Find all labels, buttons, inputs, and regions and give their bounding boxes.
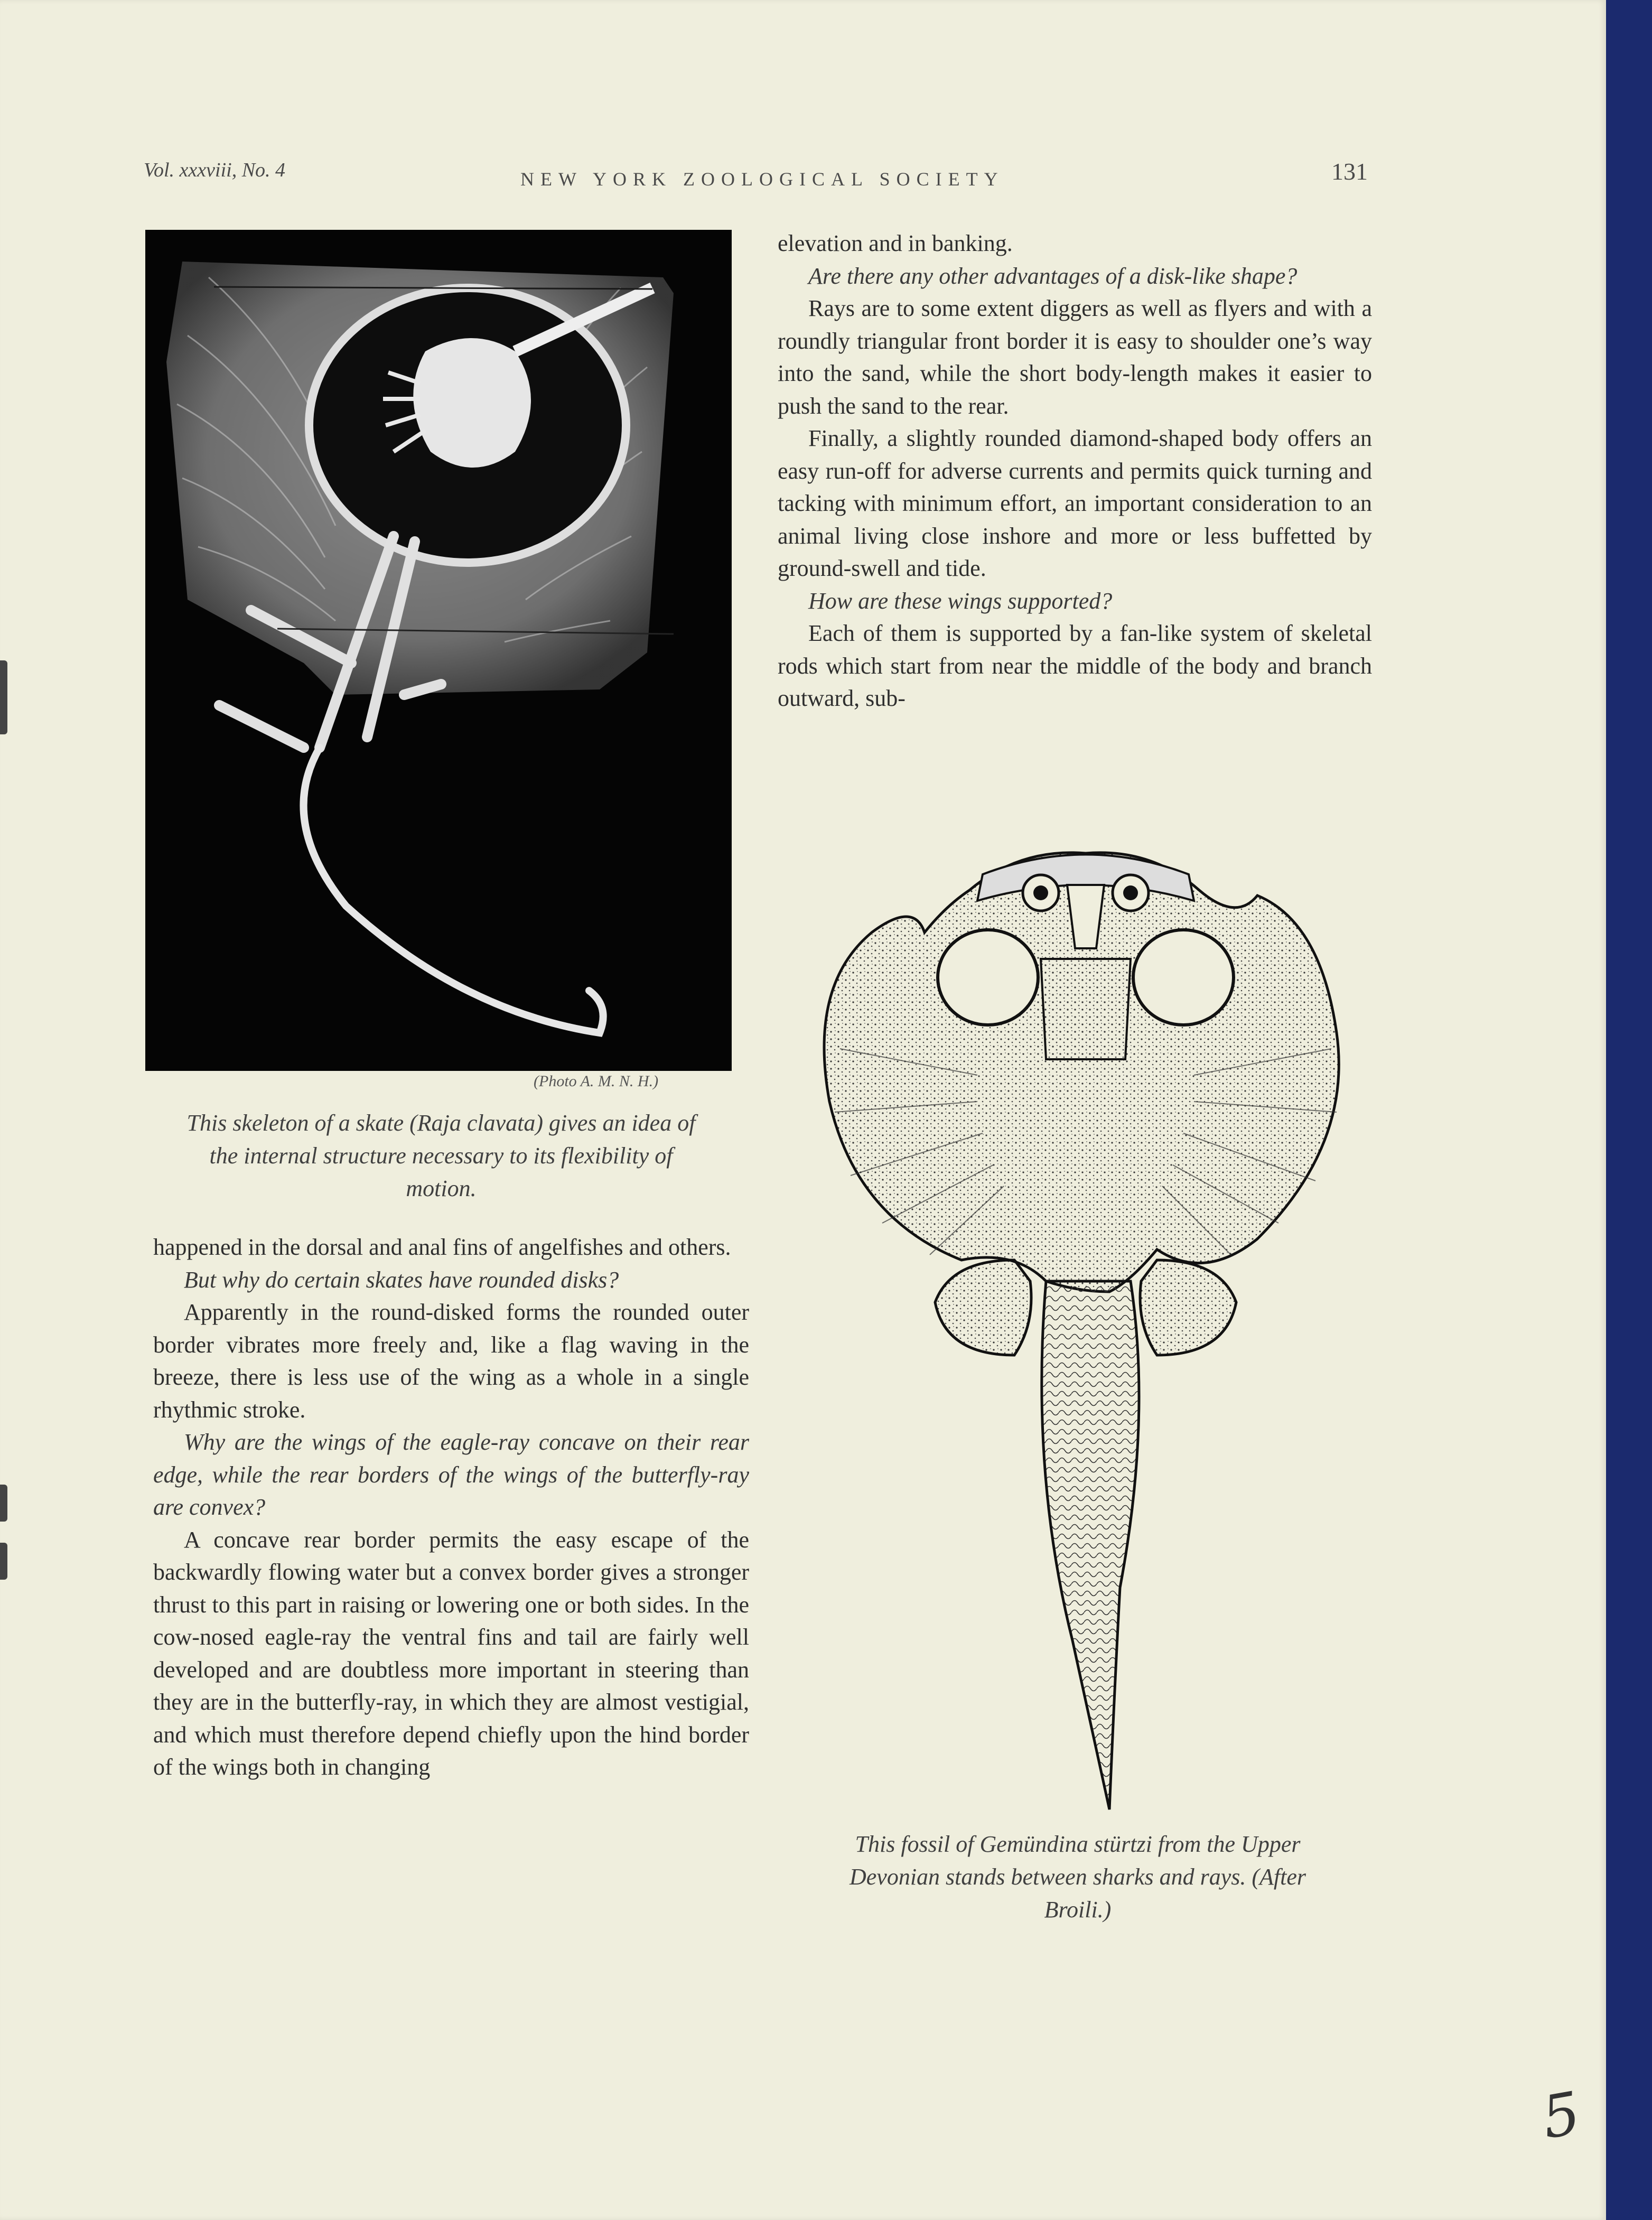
right-text-column [778, 227, 1372, 715]
volume-label: Vol. xxxviii, No. 4 [144, 159, 286, 181]
page-number: 131 [1331, 158, 1368, 185]
fossil-caption: This fossil of Gemündina stürtzi from the Upper Devonian stands between sharks and rays. (After Broili.) [850, 1831, 1306, 1923]
paragraph: Apparently in the round-disked forms the rounded outer border vibrates more freely and, like a flag waving in the breeze, there is less use of the wing as a whole in a single rhythmic stroke. [153, 1299, 749, 1423]
question-heading: Why are the wings of the eagle-ray concave on their rear edge, while the rear borders of the wings of the butterfly-ray are convex? [153, 1429, 749, 1520]
paragraph: happened in the dorsal and anal fins of angelfishes and others. [153, 1234, 731, 1260]
paragraph: Rays are to some extent diggers as well as flyers and with a roundly triangular front border it is easy to shoulder one’s way into the sand, while the short body-length makes it easier to push the sand to the rear. [778, 295, 1372, 419]
publication-title: NEW YORK ZOOLOGICAL SOCIETY [520, 169, 1004, 190]
paragraph: A concave rear border permits the easy escape of the backwardly flowing water but a convex border gives a stronger thrust to this part in raising or lowering one or both sides. In the cow-nosed eagle-ray the ventral fins and tail are fairly well developed and are doubtless more important in steering than they are in the butterfly-ray, in which they are almost vestigial, and which must therefore depend chiefly upon the hind border of the wings both in changing [153, 1526, 749, 1780]
paragraph: elevation and in banking. [778, 230, 1013, 256]
binding-staple [0, 1543, 7, 1580]
page-edge-background [1606, 0, 1652, 2220]
left-text-column [153, 1231, 749, 1784]
skate-skeleton-photo [145, 230, 732, 1071]
binding-staple [0, 1485, 7, 1522]
question-heading: How are these wings supported? [808, 587, 1113, 614]
fossil-illustration [792, 837, 1379, 1820]
handwritten-mark: 5 [1537, 2078, 1585, 2152]
skeleton-caption: This skeleton of a skate (Raja clavata) gives an idea of the internal structure necessary to its flexibility of motion. [186, 1110, 696, 1201]
question-heading: Are there any other advantages of a disk-like shape? [808, 263, 1298, 289]
binding-staple [0, 660, 7, 734]
photo-credit: (Photo A. M. N. H.) [534, 1072, 659, 1090]
paragraph: Finally, a slightly rounded diamond-shaped body offers an easy run-off for adverse currents and permits quick turning and tacking with minimum effort, an important consideration to an animal living close inshore and more or less buffetted by ground-swell and tide. [778, 425, 1372, 581]
question-heading: But why do certain skates have rounded disks? [184, 1266, 619, 1293]
paragraph: Each of them is supported by a fan-like system of skeletal rods which start from near the middle of the body and branch outward, sub- [778, 620, 1372, 711]
